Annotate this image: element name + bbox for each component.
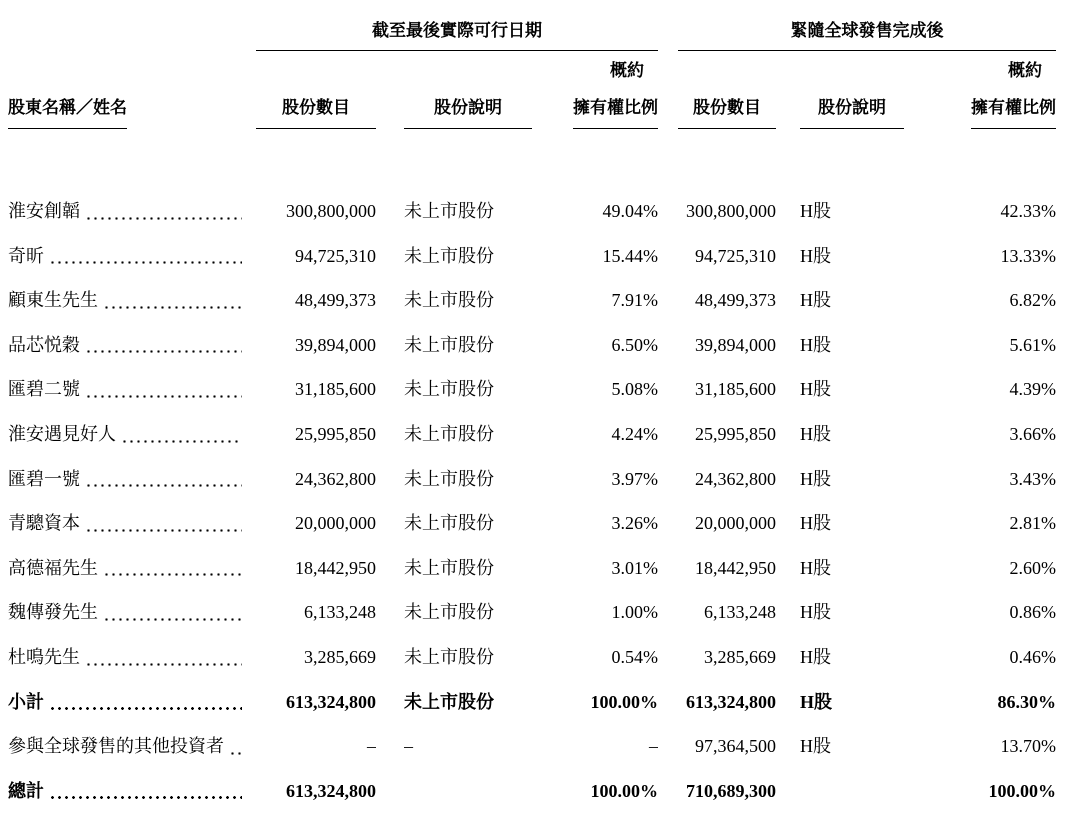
dot-leader xyxy=(83,635,242,680)
share-description-after-cell: H股 xyxy=(800,736,831,757)
shareholder-name: 魏傳發先生 xyxy=(8,602,98,623)
share-description-before-cell: 未上市股份 xyxy=(404,334,494,355)
shares-after-cell: 48,499,373 xyxy=(695,290,776,311)
shareholder-name-cell xyxy=(8,635,256,680)
share-description-after-cell: H股 xyxy=(800,201,831,221)
ownership-pct-before-cell: 6.50% xyxy=(611,334,658,355)
shareholder-name: 參與全球發售的其他投資者 xyxy=(8,736,224,757)
shareholder-name: 奇昕 xyxy=(8,245,44,266)
shares-before-cell: 3,285,669 xyxy=(304,646,376,667)
shares-after-cell: 3,285,669 xyxy=(704,646,776,667)
dot-leader xyxy=(47,769,242,814)
ownership-pct-before-cell: 49.04% xyxy=(602,201,658,221)
share-description-before-cell: 未上市股份 xyxy=(404,423,494,444)
shares-before-cell: 613,324,800 xyxy=(286,780,376,801)
ownership-pct-after-cell: 2.81% xyxy=(1009,513,1056,534)
shares-after-cell: 94,725,310 xyxy=(695,245,776,266)
ownership-pct-before-cell: 5.08% xyxy=(611,379,658,400)
dot-leader xyxy=(47,680,242,725)
ownership-pct-after-cell: 0.46% xyxy=(1009,646,1056,667)
shareholder-name-cell xyxy=(8,457,256,502)
shares-after-cell: 24,362,800 xyxy=(695,468,776,489)
ownership-pct-after-cell: 2.60% xyxy=(1009,557,1056,578)
table-row xyxy=(8,457,1056,502)
group-header-following-global-offering: 緊隨全球發售完成後 xyxy=(678,16,1056,51)
table-row xyxy=(8,501,1056,546)
share-description-before-cell: 未上市股份 xyxy=(404,646,494,667)
shareholder-name-cell xyxy=(8,724,256,769)
shareholder-name-cell xyxy=(8,590,256,635)
shares-before-cell: 20,000,000 xyxy=(295,513,376,534)
shares-after-cell: 39,894,000 xyxy=(695,334,776,355)
dot-leader xyxy=(119,412,242,457)
ownership-pct-before-cell: 7.91% xyxy=(611,290,658,311)
column-header-share-description-after: 股份說明 xyxy=(800,93,904,129)
share-description-before-cell: 未上市股份 xyxy=(404,557,494,578)
ownership-pct-before-cell: 100.00% xyxy=(590,691,658,712)
ownership-pct-after-cell: 86.30% xyxy=(997,691,1056,712)
share-description-after-cell: H股 xyxy=(800,379,831,400)
dot-leader xyxy=(101,546,242,591)
table-row xyxy=(8,635,1056,680)
shares-before-cell: 18,442,950 xyxy=(295,557,376,578)
column-header-shareholder-name: 股東名稱／姓名 xyxy=(8,93,256,129)
shareholder-name-cell xyxy=(8,412,256,457)
share-description-before-cell: 未上市股份 xyxy=(404,691,494,712)
ownership-pct-before-cell: 3.97% xyxy=(611,468,658,489)
ownership-pct-before-cell: 4.24% xyxy=(611,423,658,444)
column-header-approx-ownership-after: 概約 擁有權比例 xyxy=(904,59,1056,129)
share-description-after-cell: H股 xyxy=(800,646,831,667)
shares-after-cell: 6,133,248 xyxy=(704,602,776,623)
share-description-before-cell: 未上市股份 xyxy=(404,245,494,266)
shares-after-cell: 18,442,950 xyxy=(695,557,776,578)
shares-before-cell: 25,995,850 xyxy=(295,423,376,444)
shares-after-cell: 31,185,600 xyxy=(695,379,776,400)
ownership-pct-after-cell: 100.00% xyxy=(988,780,1056,801)
ownership-pct-after-cell: 6.82% xyxy=(1009,290,1056,311)
dot-leader xyxy=(101,278,242,323)
shares-before-cell: 24,362,800 xyxy=(295,468,376,489)
ownership-pct-after-cell: 13.70% xyxy=(1000,736,1056,757)
dot-leader xyxy=(101,590,242,635)
table-row xyxy=(8,278,1056,323)
shares-after-cell: 20,000,000 xyxy=(695,513,776,534)
shareholder-name: 小計 xyxy=(8,691,44,712)
share-description-after-cell: H股 xyxy=(800,513,831,534)
shareholder-name: 顧東生先生 xyxy=(8,290,98,311)
shareholder-name: 淮安遇見好人 xyxy=(8,423,116,444)
shareholder-name-cell xyxy=(8,367,256,412)
shares-after-cell: 25,995,850 xyxy=(695,423,776,444)
table-row xyxy=(8,323,1056,368)
shareholder-name: 高德福先生 xyxy=(8,557,98,578)
share-description-before-cell: – xyxy=(404,736,413,757)
share-description-after-cell: H股 xyxy=(800,468,831,489)
ownership-pct-after-cell: 42.33% xyxy=(1000,201,1056,221)
ownership-pct-before-cell: 3.01% xyxy=(611,557,658,578)
column-header-approx-ownership-before: 概約 擁有權比例 xyxy=(532,59,658,129)
ownership-pct-before-cell: – xyxy=(649,736,658,757)
dot-leader xyxy=(83,501,242,546)
dot-leader xyxy=(83,367,242,412)
table-row xyxy=(8,546,1056,591)
shares-after-cell: 613,324,800 xyxy=(686,691,776,712)
dot-leader xyxy=(83,457,242,502)
shareholder-name-cell xyxy=(8,278,256,323)
dot-leader xyxy=(227,724,242,769)
shares-before-cell: 94,725,310 xyxy=(295,245,376,266)
shares-before-cell: 613,324,800 xyxy=(286,691,376,712)
share-description-before-cell: 未上市股份 xyxy=(404,201,494,221)
shareholder-name: 匯碧一號 xyxy=(8,468,80,489)
dot-leader xyxy=(47,234,242,279)
ownership-pct-after-cell: 0.86% xyxy=(1009,602,1056,623)
table-row xyxy=(8,189,1056,234)
table-row xyxy=(8,724,1056,769)
share-description-after-cell: H股 xyxy=(800,602,831,623)
share-description-after-cell: H股 xyxy=(800,423,831,444)
shares-before-cell: 48,499,373 xyxy=(295,290,376,311)
column-header-band xyxy=(8,59,1056,129)
table-row xyxy=(8,769,1056,814)
share-description-before-cell: 未上市股份 xyxy=(404,513,494,534)
shareholder-name: 淮安創韜 xyxy=(8,201,80,221)
group-header-band xyxy=(8,16,1056,51)
share-description-after-cell xyxy=(800,769,904,814)
ownership-pct-after-cell: 13.33% xyxy=(1000,245,1056,266)
ownership-pct-after-cell: 4.39% xyxy=(1009,379,1056,400)
column-header-share-description-before: 股份說明 xyxy=(404,93,532,129)
shares-before-cell: 31,185,600 xyxy=(295,379,376,400)
shares-after-cell: 97,364,500 xyxy=(695,736,776,757)
share-description-before-cell: 未上市股份 xyxy=(404,468,494,489)
column-header-shares-after: 股份數目 xyxy=(678,93,776,129)
shareholder-name: 青驄資本 xyxy=(8,513,80,534)
ownership-pct-before-cell: 3.26% xyxy=(611,513,658,534)
shares-after-cell: 710,689,300 xyxy=(686,780,776,801)
shareholder-name-cell xyxy=(8,189,256,234)
shares-before-cell: 39,894,000 xyxy=(295,334,376,355)
share-description-before-cell: 未上市股份 xyxy=(404,602,494,623)
shareholder-name-cell xyxy=(8,323,256,368)
ownership-pct-after-cell: 3.43% xyxy=(1009,468,1056,489)
shareholder-name: 匯碧二號 xyxy=(8,379,80,400)
ownership-pct-after-cell: 5.61% xyxy=(1009,334,1056,355)
share-description-after-cell: H股 xyxy=(800,557,831,578)
shares-before-cell: 300,800,000 xyxy=(286,201,376,221)
shareholder-name-cell xyxy=(8,501,256,546)
table-row xyxy=(8,680,1056,725)
shareholder-name-cell xyxy=(8,546,256,591)
share-description-before-cell: 未上市股份 xyxy=(404,379,494,400)
share-description-after-cell: H股 xyxy=(800,334,831,355)
table-row xyxy=(8,412,1056,457)
shareholder-name-cell xyxy=(8,234,256,279)
ownership-pct-after-cell: 3.66% xyxy=(1009,423,1056,444)
group-header-as-at-latest-practicable-date: 截至最後實際可行日期 xyxy=(256,16,658,51)
table-row xyxy=(8,590,1056,635)
shares-before-cell: 6,133,248 xyxy=(304,602,376,623)
ownership-pct-before-cell: 15.44% xyxy=(602,245,658,266)
shareholder-name: 杜鳴先生 xyxy=(8,646,80,667)
share-description-after-cell: H股 xyxy=(800,691,833,712)
shareholder-name-cell xyxy=(8,680,256,725)
table-row xyxy=(8,234,1056,279)
shareholder-name: 總計 xyxy=(8,780,44,801)
shares-after-cell: 300,800,000 xyxy=(686,201,776,221)
shareholder-name-cell xyxy=(8,769,256,814)
shareholder-name: 品芯悦穀 xyxy=(8,334,80,355)
ownership-pct-before-cell: 1.00% xyxy=(611,602,658,623)
ownership-pct-before-cell: 0.54% xyxy=(611,646,658,667)
dot-leader xyxy=(83,323,242,368)
share-description-after-cell: H股 xyxy=(800,290,831,311)
share-description-before-cell xyxy=(404,769,532,814)
table-body xyxy=(8,189,1056,813)
dot-leader xyxy=(83,189,242,234)
shares-before-cell: – xyxy=(367,736,376,757)
share-description-after-cell: H股 xyxy=(800,245,831,266)
ownership-pct-before-cell: 100.00% xyxy=(590,780,658,801)
table-row xyxy=(8,367,1056,412)
column-header-shares-before: 股份數目 xyxy=(256,93,376,129)
share-description-before-cell: 未上市股份 xyxy=(404,290,494,311)
